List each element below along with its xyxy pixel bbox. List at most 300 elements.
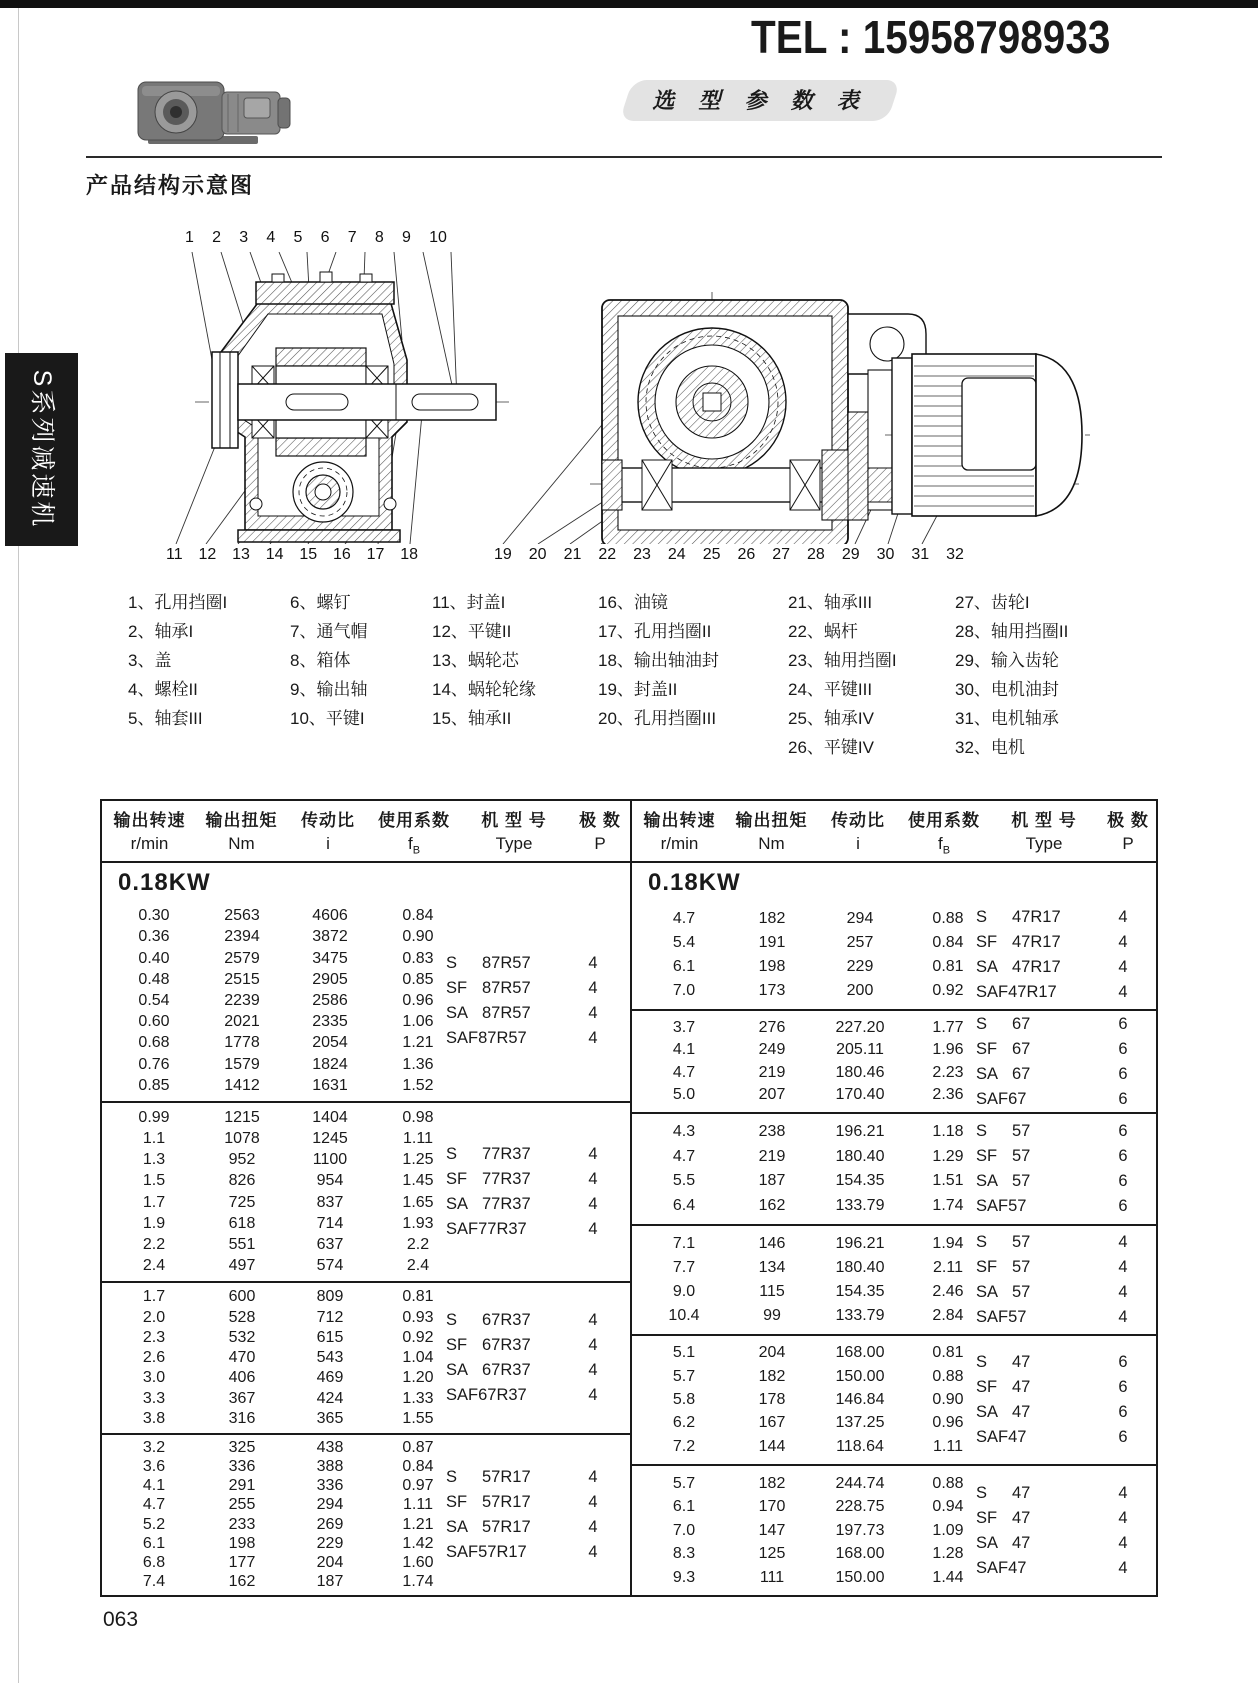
table-cell: 1.09 bbox=[932, 1521, 964, 1539]
callout-number: 12 bbox=[198, 546, 217, 563]
type-name bbox=[446, 1358, 564, 1383]
table-cell: 146 bbox=[758, 1235, 786, 1252]
type-model: 57 bbox=[1012, 1258, 1031, 1276]
type-model: 47R17 bbox=[1012, 908, 1061, 926]
callout-number: 8 bbox=[374, 229, 384, 246]
table-cell: 367 bbox=[228, 1389, 256, 1407]
table-row bbox=[640, 1041, 992, 1059]
table-row bbox=[640, 1414, 992, 1432]
type-model: 77R37 bbox=[482, 1145, 531, 1163]
table-cell: 2905 bbox=[312, 970, 348, 988]
table-cell: 336 bbox=[316, 1477, 344, 1495]
type-prefix: S bbox=[976, 1483, 988, 1502]
table-cell: 1.11 bbox=[403, 1130, 433, 1148]
table-cell: 637 bbox=[316, 1235, 344, 1253]
table-cell: 954 bbox=[316, 1172, 344, 1190]
table-row bbox=[640, 1368, 992, 1386]
header-type-cn: 机 型 号 bbox=[481, 810, 547, 830]
table-cell: 0.88 bbox=[932, 1367, 964, 1385]
type-row bbox=[976, 1506, 1154, 1531]
table-row bbox=[640, 910, 992, 928]
part-label: 26、平键IV bbox=[788, 738, 874, 757]
callout-number: 7 bbox=[347, 229, 357, 246]
type-row bbox=[976, 1375, 1154, 1400]
table-cell: 0.81 bbox=[932, 958, 964, 975]
type-prefix: S bbox=[446, 1468, 458, 1486]
table-cell: 336 bbox=[228, 1458, 256, 1476]
table-cell: 8.3 bbox=[672, 1545, 696, 1562]
pole-value: 4 bbox=[1118, 1283, 1128, 1301]
table-cell: 170.40 bbox=[835, 1086, 885, 1104]
table-cell: 196.21 bbox=[835, 1235, 885, 1252]
side-section-diagram bbox=[490, 262, 1110, 544]
table-cell: 0.87 bbox=[402, 1439, 434, 1457]
table-cell: 3.3 bbox=[142, 1389, 166, 1407]
table-section bbox=[632, 1009, 1156, 1112]
type-model: SAF57 bbox=[976, 1308, 1027, 1326]
type-row bbox=[976, 1556, 1154, 1581]
type-block bbox=[446, 1465, 624, 1565]
type-name bbox=[976, 1375, 1094, 1400]
part-label: 6、螺钉 bbox=[290, 593, 351, 612]
type-prefix: SF bbox=[976, 1258, 998, 1276]
type-model: 77R37 bbox=[482, 1170, 531, 1188]
table-cell: 1.77 bbox=[932, 1018, 964, 1036]
table-cell: 228.75 bbox=[835, 1498, 885, 1515]
table-row bbox=[110, 1369, 462, 1387]
type-name bbox=[976, 930, 1094, 955]
table-cell: 438 bbox=[316, 1439, 344, 1457]
type-row bbox=[976, 1400, 1154, 1425]
pole-value: 6 bbox=[1118, 1172, 1128, 1190]
table-cell: 1.29 bbox=[932, 1147, 964, 1165]
table-cell: 0.60 bbox=[138, 1013, 170, 1031]
table-cell: 6.2 bbox=[672, 1414, 696, 1432]
pole-value: 4 bbox=[588, 1543, 598, 1561]
type-name bbox=[446, 1383, 564, 1408]
badge-label: 选 型 参 数 表 bbox=[652, 88, 868, 113]
pole-value: 4 bbox=[588, 1468, 598, 1486]
part-label: 20、孔用挡圈III bbox=[598, 709, 717, 728]
table-cell: 0.83 bbox=[402, 949, 434, 967]
parts-column bbox=[598, 592, 719, 730]
pole-value: 6 bbox=[1118, 1014, 1128, 1033]
top-border-bar bbox=[0, 0, 1258, 8]
type-row bbox=[446, 1217, 624, 1242]
pole-value: 6 bbox=[1118, 1428, 1128, 1446]
type-row bbox=[976, 1062, 1154, 1087]
callout-row-19-32 bbox=[494, 546, 964, 564]
gearbox-motor-section-drawing bbox=[490, 262, 1110, 544]
header-pole-cn: 极 数 bbox=[1107, 810, 1149, 830]
table-cell: 1631 bbox=[312, 1076, 348, 1094]
header-factor-unit: $f_B$ bbox=[407, 833, 421, 857]
pole-value: 4 bbox=[588, 1029, 598, 1047]
type-name bbox=[446, 1026, 564, 1051]
type-name bbox=[976, 1425, 1094, 1450]
table-cell: 2.84 bbox=[932, 1307, 964, 1324]
pole-value: 4 bbox=[588, 1311, 598, 1329]
table-row bbox=[110, 1439, 462, 1457]
type-name bbox=[446, 1515, 564, 1540]
pole-value: 6 bbox=[1118, 1403, 1128, 1421]
table-row bbox=[110, 992, 462, 1010]
callout-number: 29 bbox=[841, 546, 860, 563]
table-row bbox=[640, 1172, 992, 1190]
pole-value: 6 bbox=[1118, 1039, 1128, 1058]
table-section bbox=[102, 901, 630, 1101]
pole-value: 6 bbox=[1118, 1089, 1128, 1108]
table-section bbox=[632, 1464, 1156, 1595]
table-cell: 198 bbox=[228, 1534, 256, 1552]
table-cell: 238 bbox=[758, 1123, 786, 1141]
table-cell: 952 bbox=[228, 1151, 256, 1169]
type-model: 47 bbox=[1012, 1483, 1031, 1502]
table-cell: 2579 bbox=[224, 949, 260, 967]
table-cell: 115 bbox=[759, 1283, 785, 1300]
table-cell: 9.3 bbox=[672, 1568, 696, 1586]
table-cell: 1.1 bbox=[142, 1130, 166, 1148]
table-cell: 6.1 bbox=[672, 1498, 696, 1515]
header-speed-cn: 输出转速 bbox=[643, 810, 716, 830]
part-label: 24、平键III bbox=[788, 680, 873, 699]
parts-column bbox=[955, 592, 1068, 759]
callout-number: 22 bbox=[598, 546, 617, 563]
table-cell: 219 bbox=[758, 1147, 786, 1165]
type-name bbox=[976, 1400, 1094, 1425]
type-model: 57R17 bbox=[482, 1468, 531, 1486]
callout-number: 30 bbox=[876, 546, 895, 563]
type-row bbox=[446, 1192, 624, 1217]
selection-table-badge bbox=[626, 80, 894, 121]
table-row bbox=[640, 982, 992, 1000]
table-cell: 0.98 bbox=[402, 1109, 434, 1127]
pole-value: 4 bbox=[588, 1336, 598, 1354]
pole-value: 4 bbox=[588, 1518, 598, 1536]
type-name bbox=[976, 1481, 1094, 1506]
type-row bbox=[446, 1490, 624, 1515]
pole-value: 4 bbox=[588, 1145, 598, 1163]
table-cell: 150.00 bbox=[835, 1568, 885, 1586]
table-cell: 118.64 bbox=[836, 1437, 884, 1455]
type-name bbox=[446, 1001, 564, 1026]
table-cell: 3.2 bbox=[142, 1439, 166, 1457]
section-rows bbox=[640, 1011, 992, 1112]
table-row bbox=[640, 1086, 992, 1104]
part-label: 29、输入齿轮 bbox=[955, 651, 1059, 670]
table-cell: 0.84 bbox=[402, 1458, 434, 1476]
table-cell: 5.4 bbox=[672, 934, 696, 951]
table-cell: 1.52 bbox=[402, 1076, 434, 1094]
table-body-left bbox=[102, 863, 630, 1595]
section-rows bbox=[110, 1283, 462, 1433]
table-row bbox=[640, 1569, 992, 1587]
table-row bbox=[640, 1259, 992, 1277]
header-ratio-unit: i bbox=[326, 833, 330, 853]
table-row bbox=[110, 1477, 462, 1495]
part-label: 3、盖 bbox=[128, 651, 172, 670]
type-prefix: SA bbox=[976, 1172, 999, 1190]
table-cell: 551 bbox=[228, 1235, 256, 1253]
table-cell: 187 bbox=[316, 1572, 344, 1590]
table-row bbox=[110, 1194, 462, 1212]
table-cell: 219 bbox=[758, 1063, 786, 1081]
type-model: 57 bbox=[1012, 1172, 1031, 1190]
type-prefix: SF bbox=[976, 1039, 998, 1058]
table-row bbox=[110, 1034, 462, 1052]
parameter-table bbox=[100, 799, 1158, 1597]
table-cell: 182 bbox=[758, 910, 786, 927]
table-cell: 1.7 bbox=[142, 1288, 166, 1306]
table-cell: 0.76 bbox=[138, 1055, 170, 1073]
type-row bbox=[446, 1383, 624, 1408]
type-model: 87R57 bbox=[482, 1004, 531, 1022]
table-cell: 233 bbox=[228, 1515, 256, 1533]
table-row bbox=[640, 1019, 992, 1037]
table-cell: 168.00 bbox=[835, 1545, 885, 1562]
table-row bbox=[640, 958, 992, 976]
table-cell: 198 bbox=[758, 958, 786, 975]
type-model: SAF67R37 bbox=[446, 1386, 527, 1404]
pole-value: 4 bbox=[1118, 1483, 1128, 1502]
table-row bbox=[110, 1554, 462, 1572]
part-label: 22、蜗杆 bbox=[788, 622, 858, 641]
type-model: 57R17 bbox=[482, 1493, 531, 1511]
pole-value: 4 bbox=[588, 1220, 598, 1238]
table-section bbox=[632, 1334, 1156, 1464]
table-cell: 2239 bbox=[224, 991, 260, 1009]
pole-value: 4 bbox=[1118, 1258, 1128, 1276]
table-cell: 0.97 bbox=[402, 1477, 434, 1495]
table-row bbox=[640, 1438, 992, 1456]
callout-number: 20 bbox=[528, 546, 547, 563]
table-cell: 1824 bbox=[312, 1055, 348, 1073]
callout-number: 17 bbox=[366, 546, 385, 563]
table-cell: 3.7 bbox=[672, 1018, 696, 1036]
table-cell: 826 bbox=[228, 1172, 256, 1190]
callout-number: 28 bbox=[807, 546, 825, 563]
type-row bbox=[446, 1540, 624, 1565]
header-ratio-cn: 传动比 bbox=[831, 810, 885, 830]
table-cell: 325 bbox=[228, 1439, 256, 1457]
type-prefix: SA bbox=[446, 1004, 469, 1022]
type-block bbox=[446, 951, 624, 1051]
callout-number: 31 bbox=[911, 546, 930, 563]
type-name bbox=[446, 1308, 564, 1333]
gearbox-front-section-drawing bbox=[160, 252, 520, 544]
part-label: 5、轴套III bbox=[128, 709, 203, 728]
table-cell: 6.4 bbox=[672, 1196, 696, 1214]
header-torque-cn: 输出扭矩 bbox=[205, 810, 278, 830]
table-cell: 1.74 bbox=[402, 1572, 434, 1590]
phone-number: TEL : 15958798933 bbox=[750, 11, 1110, 63]
table-cell: 5.1 bbox=[672, 1344, 696, 1362]
table-cell: 5.7 bbox=[672, 1367, 696, 1385]
table-cell: 146.84 bbox=[835, 1390, 885, 1408]
table-row bbox=[110, 1329, 462, 1347]
table-cell: 2.4 bbox=[142, 1256, 166, 1274]
table-row bbox=[640, 1475, 992, 1493]
table-row bbox=[110, 928, 462, 946]
table-cell: 2563 bbox=[224, 907, 260, 925]
table-cell: 10.4 bbox=[668, 1307, 700, 1324]
table-section bbox=[632, 1224, 1156, 1334]
type-row bbox=[976, 980, 1154, 1005]
type-model: SAF87R57 bbox=[446, 1029, 527, 1047]
callout-number: 27 bbox=[772, 546, 791, 563]
type-prefix: SA bbox=[446, 1195, 469, 1213]
table-row bbox=[110, 1151, 462, 1169]
part-label: 23、轴用挡圈I bbox=[788, 651, 897, 670]
table-row bbox=[110, 1410, 462, 1428]
table-cell: 1.33 bbox=[402, 1389, 434, 1407]
table-cell: 406 bbox=[228, 1369, 256, 1387]
table-cell: 0.92 bbox=[402, 1328, 434, 1346]
section-rows bbox=[640, 1114, 992, 1224]
type-name bbox=[976, 1062, 1094, 1087]
table-cell: 177 bbox=[228, 1553, 256, 1571]
callout-row-1-10 bbox=[185, 229, 447, 247]
type-row bbox=[976, 1481, 1154, 1506]
type-name bbox=[446, 1142, 564, 1167]
header-ratio-cn: 传动比 bbox=[301, 810, 355, 830]
table-body-right bbox=[632, 863, 1156, 1595]
table-cell: 167 bbox=[758, 1414, 786, 1432]
table-cell: 2054 bbox=[312, 1034, 348, 1052]
part-label: 12、平键II bbox=[432, 622, 512, 641]
table-cell: 4.7 bbox=[672, 1063, 696, 1081]
table-cell: 205.11 bbox=[836, 1041, 884, 1059]
type-prefix: SA bbox=[976, 958, 999, 976]
type-name bbox=[976, 1194, 1094, 1219]
table-row bbox=[640, 1391, 992, 1409]
pole-value: 6 bbox=[1118, 1064, 1128, 1083]
table-cell: 7.0 bbox=[672, 1521, 696, 1539]
table-section bbox=[632, 1112, 1156, 1224]
type-row bbox=[976, 1531, 1154, 1556]
type-model: 47 bbox=[1012, 1353, 1031, 1371]
type-name bbox=[976, 1531, 1094, 1556]
table-section bbox=[102, 1101, 630, 1281]
pole-value: 6 bbox=[1118, 1122, 1128, 1140]
type-prefix: S bbox=[446, 954, 458, 972]
type-prefix: SF bbox=[976, 1147, 998, 1165]
table-row bbox=[110, 1109, 462, 1127]
table-cell: 133.79 bbox=[835, 1196, 885, 1214]
callout-number: 11 bbox=[166, 546, 183, 563]
type-name bbox=[976, 1506, 1094, 1531]
table-cell: 4.1 bbox=[142, 1477, 166, 1495]
type-row bbox=[976, 1350, 1154, 1375]
type-prefix: S bbox=[446, 1145, 458, 1163]
callout-number: 2 bbox=[212, 229, 222, 246]
table-cell: 1245 bbox=[312, 1130, 348, 1148]
table-cell: 0.99 bbox=[138, 1109, 170, 1127]
header-speed-cn: 输出转速 bbox=[113, 810, 186, 830]
pole-value: 4 bbox=[588, 1195, 598, 1213]
part-label: 14、蜗轮轮缘 bbox=[432, 680, 536, 699]
type-row bbox=[976, 1194, 1154, 1219]
type-row bbox=[446, 1333, 624, 1358]
header-type-unit: Type bbox=[1025, 833, 1063, 853]
table-cell: 1.7 bbox=[142, 1193, 166, 1211]
table-cell: 227.20 bbox=[835, 1018, 885, 1036]
table-cell: 2.4 bbox=[406, 1256, 430, 1274]
part-label: 13、蜗轮芯 bbox=[432, 651, 519, 670]
header-torque-unit: Nm bbox=[228, 833, 255, 853]
table-cell: 0.54 bbox=[138, 991, 170, 1009]
table-cell: 257 bbox=[846, 934, 874, 951]
type-name bbox=[446, 1192, 564, 1217]
table-cell: 0.81 bbox=[402, 1288, 434, 1306]
callout-number: 1 bbox=[185, 229, 194, 246]
table-cell: 712 bbox=[316, 1308, 344, 1326]
table-cell: 6.1 bbox=[142, 1534, 166, 1552]
table-cell: 3872 bbox=[312, 928, 348, 946]
header-type-cn: 机 型 号 bbox=[1011, 810, 1077, 830]
table-cell: 618 bbox=[228, 1214, 256, 1232]
pole-value: 4 bbox=[588, 1004, 598, 1022]
gearmotor-photo-graphic bbox=[126, 74, 306, 150]
part-label: 9、输出轴 bbox=[290, 680, 368, 699]
table-cell: 0.84 bbox=[402, 907, 434, 925]
callout-number: 3 bbox=[239, 229, 249, 246]
table-cell: 1.20 bbox=[402, 1369, 434, 1387]
table-cell: 1.74 bbox=[932, 1196, 964, 1214]
callout-number: 16 bbox=[332, 546, 351, 563]
part-label: 10、平键I bbox=[290, 709, 365, 728]
table-cell: 424 bbox=[316, 1389, 344, 1407]
header-factor-unit: $f_B$ bbox=[937, 833, 951, 857]
type-model: 57 bbox=[1012, 1122, 1031, 1140]
type-row bbox=[976, 930, 1154, 955]
table-cell: 0.36 bbox=[138, 928, 170, 946]
type-row bbox=[976, 1255, 1154, 1280]
table-cell: 0.92 bbox=[932, 982, 964, 999]
type-model: 47R17 bbox=[1012, 933, 1061, 951]
table-cell: 1404 bbox=[312, 1109, 348, 1127]
type-prefix: SF bbox=[446, 1336, 468, 1354]
pole-value: 4 bbox=[1118, 933, 1128, 951]
product-photo bbox=[126, 74, 306, 150]
header-factor-cn: 使用系数 bbox=[378, 810, 450, 830]
table-row bbox=[110, 1516, 462, 1534]
table-cell: 4.3 bbox=[672, 1123, 696, 1141]
table-cell: 1412 bbox=[224, 1076, 260, 1094]
callout-number: 6 bbox=[320, 229, 330, 246]
type-name bbox=[446, 1217, 564, 1242]
table-row bbox=[110, 971, 462, 989]
table-cell: 714 bbox=[316, 1214, 344, 1232]
callout-number: 14 bbox=[265, 546, 284, 563]
table-row bbox=[640, 1307, 992, 1325]
type-name bbox=[976, 1305, 1094, 1330]
type-prefix: SF bbox=[976, 1508, 998, 1527]
table-cell: 7.4 bbox=[142, 1572, 166, 1590]
section-rows bbox=[110, 1103, 462, 1281]
type-block bbox=[976, 1350, 1154, 1450]
type-name bbox=[446, 1167, 564, 1192]
type-name bbox=[976, 1144, 1094, 1169]
type-block bbox=[976, 1481, 1154, 1581]
type-prefix: SA bbox=[446, 1361, 469, 1379]
table-cell: 543 bbox=[316, 1349, 344, 1366]
callout-number: 9 bbox=[402, 229, 411, 246]
type-prefix: SA bbox=[976, 1533, 999, 1552]
table-cell: 1.9 bbox=[142, 1214, 166, 1232]
table-cell: 6.1 bbox=[672, 958, 696, 975]
table-cell: 1.93 bbox=[402, 1214, 434, 1232]
